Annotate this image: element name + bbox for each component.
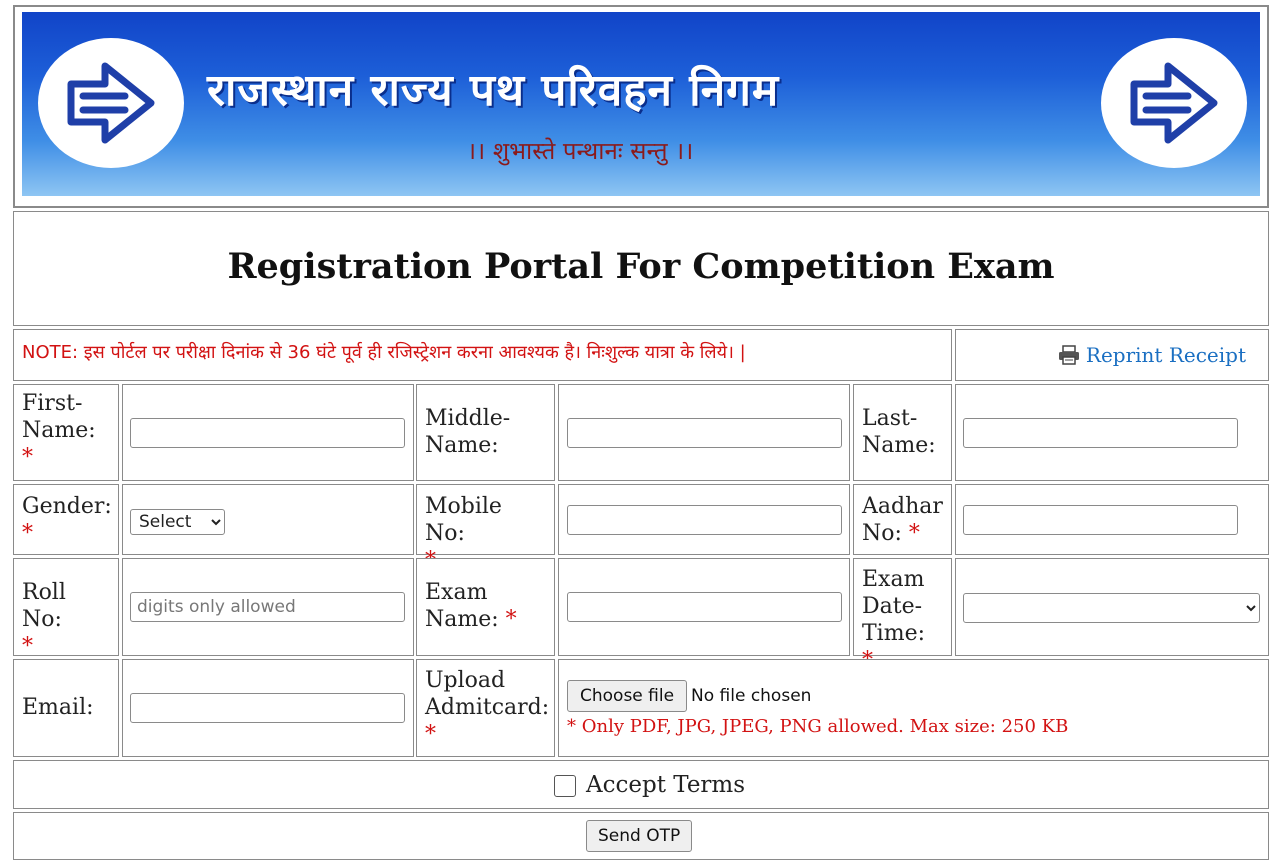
mobile-label: Mobile No: [425,494,502,546]
mobile-input-cell [558,484,850,555]
mobile-input[interactable] [567,505,842,535]
gender-label-cell [13,484,119,555]
last-name-input[interactable] [963,418,1238,448]
rsrtc-logo-right [1101,38,1247,168]
aadhar-label: Aadhar No: [862,494,943,546]
required-asterisk: * [505,607,517,632]
reprint-receipt-link[interactable] [1058,343,1246,367]
roll-no-input[interactable] [130,592,405,622]
file-format-note: * Only PDF, JPG, JPEG, PNG allowed. Max size: 250 KB [567,716,1069,737]
middle-name-label: Middle-Name: [425,406,511,458]
first-name-input-cell [122,384,414,481]
required-asterisk: * [22,521,33,546]
exam-name-label: Exam Name: [425,580,499,632]
exam-datetime-label-cell [853,558,952,656]
accept-terms-label: Accept Terms [586,772,746,798]
exam-name-input-cell [558,558,850,656]
gender-label: Gender: [22,494,112,519]
send-otp-button[interactable]: Send OTP [586,820,692,852]
page-title: Registration Portal For Competition Exam [227,246,1055,287]
mobile-label-cell [416,484,555,555]
required-asterisk: * [22,445,33,470]
last-name-label-cell [853,384,952,481]
aadhar-input-cell [955,484,1269,555]
email-label-cell [13,659,119,757]
reprint-receipt-label: Reprint Receipt [1085,343,1246,367]
middle-name-label-cell [416,384,555,481]
rsrtc-logo-left [38,38,184,168]
middle-name-input[interactable] [567,418,842,448]
gender-select-cell [122,484,414,555]
roll-no-label-cell [13,558,119,659]
admitcard-upload-cell [558,659,1269,757]
reprint-cell [955,329,1269,381]
choose-file-button[interactable]: Choose file [567,680,687,712]
last-name-input-cell [955,384,1269,481]
roll-no-input-cell [122,558,414,656]
middle-name-input-cell [558,384,850,481]
roll-no-label: Roll No: [22,580,66,632]
registration-notice: NOTE: इस पोर्टल पर परीक्षा दिनांक से 36 घंटे पूर्व ही रजिस्ट्रेशन करना आवश्यक है। निःशुल्क यात्रा के लिये। | [22,342,746,363]
notice-cell [13,329,952,381]
printer-icon [1058,345,1080,365]
org-title: राजस्थान राज्य पथ परिवहन निगम [207,65,780,116]
admitcard-label: Upload Admitcard: [425,668,550,720]
exam-datetime-label: Exam Date-Time: [862,567,926,646]
exam-datetime-select-cell [955,558,1269,656]
exam-datetime-select[interactable] [963,593,1260,623]
send-otp-cell [13,812,1269,860]
first-name-input[interactable] [130,418,405,448]
admitcard-label-cell [416,659,555,757]
accept-terms-cell [13,760,1269,809]
exam-name-label-cell [416,558,555,656]
email-input[interactable] [130,693,405,723]
required-asterisk: * [22,634,33,659]
email-label: Email: [22,695,94,720]
rsrtc-arrow-logo-icon [1126,58,1222,148]
email-input-cell [122,659,414,757]
exam-name-input[interactable] [567,592,842,622]
org-motto: ।। शुभास्ते पन्थानः सन्तु ।। [467,137,694,165]
required-asterisk: * [908,521,920,546]
first-name-label-cell [13,384,119,481]
header-banner [22,12,1260,196]
last-name-label: Last-Name: [862,406,936,458]
heading-cell [13,211,1269,326]
accept-terms-checkbox[interactable] [554,775,576,797]
first-name-label: First-Name: [22,391,96,443]
aadhar-label-cell [853,484,952,555]
file-status: No file chosen [691,686,812,706]
required-asterisk: * [425,722,436,747]
rsrtc-arrow-logo-icon [63,58,159,148]
gender-select[interactable] [130,509,225,535]
aadhar-input[interactable] [963,505,1238,535]
